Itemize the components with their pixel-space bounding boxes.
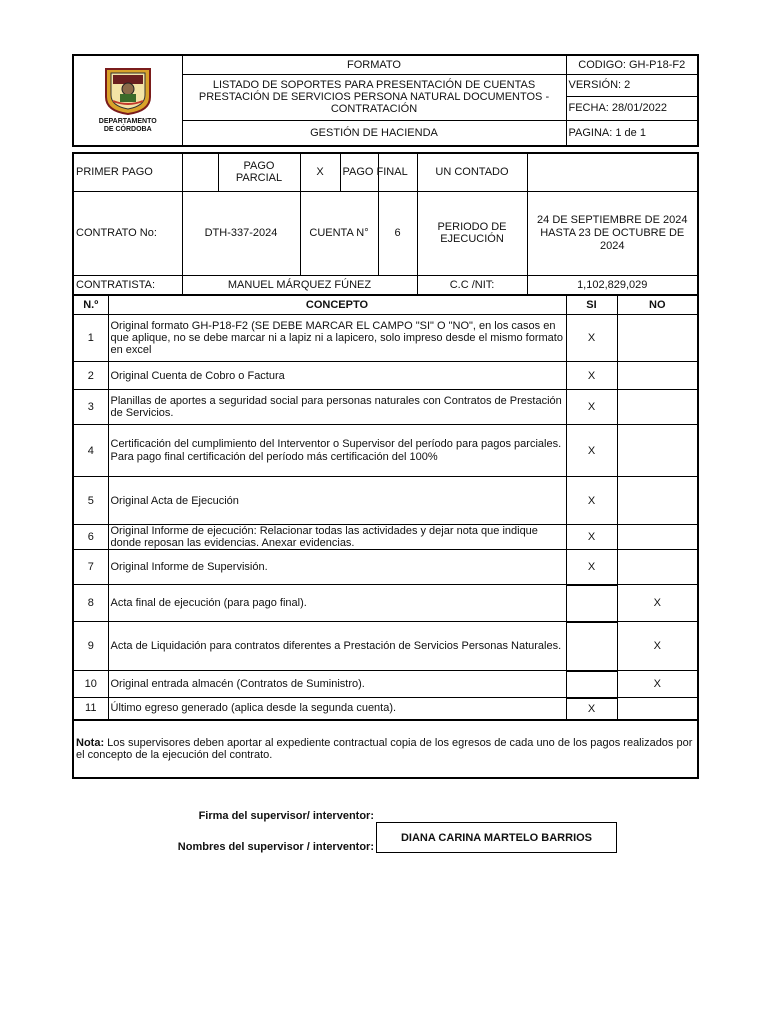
document-title: LISTADO DE SOPORTES PARA PRESENTACIÓN DE CUENTAS PRESTACIÓN DE SERVICIOS PERSONA NATURAL DOCUMENTOS - CONTRATACIÓN [182,74,566,120]
nombres-label: Nombres del supervisor / interventor: [177,841,374,853]
item-si-mark: X [566,477,617,525]
table-row [73,362,698,390]
version-label: VERSIÓN: 2 [566,74,698,96]
item-number: 4 [73,425,108,477]
codigo-label: CODIGO: GH-P18-F2 [566,55,698,74]
item-concepto: Acta de Liquidación para contratos diferentes a Prestación de Servicios Personas Naturales. [108,622,566,671]
table-row [73,425,698,477]
col-no-header: NO [617,295,698,315]
item-concepto: Original entrada almacén (Contratos de Suministro). [108,671,566,698]
item-no-mark [617,390,698,425]
item-si-mark [566,622,617,671]
item-concepto: Acta final de ejecución (para pago final). [108,585,566,622]
item-number: 6 [73,525,108,550]
item-number: 8 [73,585,108,622]
department-label: DEPARTAMENTO DE CÓRDOBA [98,118,157,133]
primer-pago-label: PRIMER PAGO [73,153,182,191]
item-number: 2 [73,362,108,390]
item-si-mark: X [566,525,617,550]
table-row [73,315,698,362]
pagina-label: PAGINA: 1 de 1 [566,120,698,146]
item-number: 5 [73,477,108,525]
item-si-mark: X [566,550,617,585]
item-no-mark [617,315,698,362]
logo-cell [73,55,182,146]
item-no-mark [617,477,698,525]
table-row [73,671,698,698]
firma-label: Firma del supervisor/ interventor: [198,810,374,822]
contrato-label: CONTRATO No: [73,191,182,275]
periodo-label: PERIODO DE EJECUCIÓN [417,191,527,275]
table-row [73,525,698,550]
item-concepto: Original Informe de Supervisión. [108,550,566,585]
item-concepto: Original Acta de Ejecución [108,477,566,525]
table-row [73,550,698,585]
item-concepto: Original formato GH-P18-F2 (SE DEBE MARCAR EL CAMPO "SI" O "NO", en los casos en que aplique, no se debe marcar ni a lapiz ni a lapicero, solo impreso desde el mismo formato en excel [108,315,566,362]
item-concepto: Original Informe de ejecución: Relacionar todas las actividades y dejar nota que indique donde reposan las evidencias. Anexar evidencias. [108,525,566,550]
col-number-header: N.º [73,295,108,315]
item-concepto: Último egreso generado (aplica desde la segunda cuenta). [108,698,566,720]
item-number: 11 [73,698,108,720]
item-si-mark: X [566,362,617,390]
item-si-mark [566,671,617,698]
table-row [73,585,698,622]
pago-final-label: PAGO FINAL [340,153,378,191]
contrato-value: DTH-337-2024 [182,191,300,275]
col-concepto-header: CONCEPTO [108,295,566,315]
table-row [73,390,698,425]
item-si-mark: X [566,698,617,720]
note-label: Nota: [76,736,105,749]
primer-pago-mark [182,153,218,191]
item-no-mark [617,550,698,585]
formato-label: FORMATO [182,55,566,74]
cuenta-value: 6 [378,191,417,275]
item-si-mark: X [566,425,617,477]
item-no-mark [617,362,698,390]
nit-label: C.C /NIT: [417,275,527,295]
nombres-value: DIANA CARINA MARTELO BARRIOS [376,822,617,853]
pago-parcial-mark: X [300,153,340,191]
contract-table [72,152,699,296]
item-si-mark [566,585,617,622]
table-row [73,698,698,720]
note-cell [73,720,698,778]
item-concepto: Original Cuenta de Cobro o Factura [108,362,566,390]
un-contado-label: UN CONTADO [417,153,527,191]
un-contado-mark [527,153,698,191]
header-table [72,54,699,147]
item-concepto: Certificación del cumplimiento del Interventor o Supervisor del período para pagos parciales. Para pago final certificación del período más certificación del 100% [108,425,566,477]
pago-parcial-label: PAGO PARCIAL [218,153,300,191]
table-row [73,477,698,525]
contratista-label: CONTRATISTA: [73,275,182,295]
fecha-label: FECHA: 28/01/2022 [566,96,698,120]
item-number: 9 [73,622,108,671]
item-no-mark [617,425,698,477]
item-number: 7 [73,550,108,585]
item-number: 3 [73,390,108,425]
item-no-mark: X [617,671,698,698]
item-si-mark: X [566,390,617,425]
item-si-mark: X [566,315,617,362]
periodo-value: 24 DE SEPTIEMBRE DE 2024 HASTA 23 DE OCTUBRE DE 2024 [527,191,698,275]
item-number: 1 [73,315,108,362]
item-concepto: Planillas de aportes a seguridad social para personas naturales con Contratos de Prestación de Servicios. [108,390,566,425]
item-no-mark: X [617,585,698,622]
col-si-header: SI [566,295,617,315]
table-row [73,622,698,671]
note-text: Los supervisores deben aportar al expediente contractual copia de los egresos de cada uno de los pagos realizados por el concepto de la ejecución del contrato. [76,736,693,761]
department-seal-icon [103,67,153,115]
nit-value: 1,102,829,029 [527,275,698,295]
cuenta-label: CUENTA N° [300,191,378,275]
contratista-value: MANUEL MÁRQUEZ FÚNEZ [182,275,417,295]
item-no-mark [617,525,698,550]
area-label: GESTIÓN DE HACIENDA [182,120,566,146]
checklist-table [72,294,699,779]
item-no-mark [617,698,698,720]
item-no-mark: X [617,622,698,671]
item-number: 10 [73,671,108,698]
